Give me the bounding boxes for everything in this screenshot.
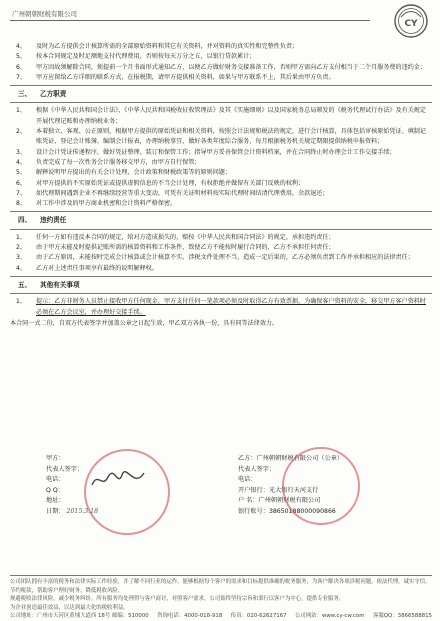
list-item bbox=[10, 127, 432, 148]
section-divider bbox=[10, 276, 432, 277]
item-text: 按本合同规定及时足额地支付代理费用，否则按每天万分之五，以银行贷款累计； bbox=[36, 53, 256, 61]
list-item bbox=[10, 253, 432, 263]
closing-statement: 本合同一式二份，自双方代表签字并加盖公章之日起生效，甲乙双方各执一份，具有同等法律效力。 bbox=[10, 319, 279, 327]
party-b-phone-row: 电话： bbox=[238, 476, 257, 484]
party-b-account-no: 38650188000090866 bbox=[268, 507, 336, 515]
list-item bbox=[10, 106, 432, 127]
section-divider bbox=[10, 102, 432, 103]
party-a-duties-list bbox=[10, 42, 432, 83]
party-b-account-name-row: 户 名：广州朝朝财税有限公司 bbox=[238, 497, 321, 505]
item-text: 及时为乙方提供会计核算所需的全部原始资料和其它有关资料，并对资料的真实性和完整性负责； bbox=[36, 43, 299, 50]
party-b-bank-row: 开户银行：光大银行天河支行 bbox=[238, 486, 319, 494]
item-number: 4、 bbox=[16, 264, 26, 272]
item-text: 解释说明甲方提出的有关会计处理、会计政策和财税政策等的原则问题； bbox=[36, 169, 231, 177]
list-item bbox=[10, 148, 432, 158]
footer-intro-3: 为企业创造最佳效益，以达到最大化的税收利益。 bbox=[10, 604, 129, 611]
liability-list bbox=[10, 233, 432, 274]
section-heading-4: 四、 违约责任 bbox=[18, 216, 67, 225]
party-b-bank: 光大银行天河支行 bbox=[268, 486, 319, 494]
item-text: 负责完成了每一次性务会计服务移交甲方，由甲方自行保管； bbox=[36, 158, 201, 166]
item-number: 3、 bbox=[16, 148, 26, 156]
party-a-date-label: 日期： 2015.3.18 bbox=[46, 507, 99, 515]
list-item bbox=[10, 42, 432, 52]
item-number: 1、 bbox=[16, 298, 26, 306]
item-number: 6、 bbox=[16, 179, 26, 187]
footer-divider bbox=[10, 575, 432, 576]
section-heading-3: 三、 乙方职责 bbox=[18, 90, 67, 99]
footer-website[interactable]: 公司网站：www.cy-cw.com bbox=[295, 613, 365, 619]
list-item bbox=[10, 63, 432, 73]
party-b-rep-row: 代表人签字： bbox=[238, 465, 276, 473]
section-heading-5: 五、 其他有关事项 bbox=[18, 280, 80, 289]
footer-fax: 传真：020-62627167 bbox=[230, 613, 287, 619]
item-text: 本着独立、客观、公正原则，根据甲方提供的原始凭证和相关资料，按照会计法规和税法的规定，进行会计核算，具体包括审核原始凭证、填制记账凭证、登记会计账簿、编制会计报表，办理纳税事宜，做好各类年度综合服务，每月根据税务机关规定期限提供纳税申报资料； bbox=[36, 128, 426, 146]
item-text: 提示：乙方非财务人员禁止接收甲方任何现金，甲方支付任何一笔款项必须及时取得乙方有效票据，为确保客户资料的安全，移交甲方客户资料时必须在乙方会议室，并办理好交接手续。 bbox=[36, 298, 426, 316]
item-text: 如代理期间遇到企业不再继续经营等重大变动，可凭有关证明材料按实际代理时间结清代理费用，余款退还； bbox=[36, 189, 329, 197]
item-number: 5、 bbox=[16, 169, 26, 177]
item-number: 8、 bbox=[16, 200, 26, 208]
item-number: 4、 bbox=[16, 43, 26, 50]
party-a-label: 甲方： bbox=[46, 455, 65, 462]
item-text: 由于甲方未能及时提供记账所需的核算资料和工作条件，致使乙方不能按时履行合同的，乙方不承担任何责任； bbox=[36, 244, 335, 252]
footer-intro-2: 规避税收法律风险，减少税务纠纷。所有服务均处理得与客户商讨，对照客户需求，公司始终坚持宗旨和秉行以客户为中心，提供专业服务， bbox=[10, 596, 345, 602]
section-divider bbox=[10, 85, 432, 86]
party-b-duties-list bbox=[10, 106, 432, 209]
other-matters-list bbox=[10, 297, 432, 318]
party-b-account-no-row: 银行账号：38650188000090866 bbox=[238, 507, 336, 515]
item-number: 1、 bbox=[16, 107, 26, 115]
list-item bbox=[10, 179, 432, 189]
party-b-name: 广州朝朝财税有限公司（公章） bbox=[256, 455, 344, 462]
header-company-name: 广州朝朝财税有限公司 bbox=[12, 10, 77, 18]
item-number: 7、 bbox=[16, 189, 26, 197]
section-divider bbox=[10, 229, 432, 230]
party-b-row: 乙方：广州朝朝财税有限公司（公章） bbox=[238, 455, 344, 462]
section-divider bbox=[10, 293, 432, 294]
item-number: 4、 bbox=[16, 158, 26, 166]
handwritten-date: 2015.3.18 bbox=[66, 507, 99, 515]
item-number: 3、 bbox=[16, 254, 26, 262]
party-a-qq-label: Q Q： bbox=[46, 486, 64, 494]
list-item bbox=[10, 233, 432, 243]
header-divider bbox=[10, 20, 370, 21]
list-item bbox=[10, 264, 432, 274]
item-text: 由于乙方原因，未能按时完成会计核算或会计核算不实、涉税文件处理不当，造成一定后果的，乙方必须负责到工作并承担相应的法律责任； bbox=[36, 254, 414, 262]
item-number: 5、 bbox=[16, 53, 26, 61]
party-a-phone-label: 电话： bbox=[46, 476, 65, 484]
item-text: 甲方因故须解除合同，须提前一个月书面形式通知乙方，以便乙方做好财务交接准备工作，否则甲方需向乙方支付相当于二个月服务费的违约金； bbox=[36, 63, 426, 71]
list-item bbox=[10, 189, 432, 199]
item-text: 甲方应留给乙方详细的联系方式，在报税期，请甲方提供相关资料，如果与甲方联系不上，其后果由甲方负责。 bbox=[36, 73, 335, 81]
item-text: 对工作中涉及的甲方商业机密和会计资料严格保密。 bbox=[36, 200, 177, 208]
party-b-seal bbox=[282, 447, 360, 525]
item-number: 6、 bbox=[16, 63, 26, 71]
list-item bbox=[10, 158, 432, 168]
list-item bbox=[10, 297, 432, 318]
footer-qq: 客服QQ：3866588815 bbox=[373, 613, 432, 619]
item-text: 设计会计凭证传递程序，做好凭证整理、装订和保管工作；指导甲方妥善保管会计资料档案，并在合同终止时办理会计工作交接手续； bbox=[36, 148, 396, 156]
list-item bbox=[10, 73, 432, 83]
footer-contacts bbox=[10, 612, 432, 621]
list-item bbox=[10, 168, 432, 178]
party-b-account-name: 广州朝朝财税有限公司 bbox=[258, 497, 321, 505]
list-item bbox=[10, 52, 432, 62]
party-a-address-label: 地址： bbox=[46, 497, 65, 505]
item-text: 对甲方提供的不实原始凭证或提供虚假信息的不当会计处理，有权拒绝并做留有关部门反映的权利； bbox=[36, 179, 305, 187]
list-item bbox=[10, 199, 432, 209]
footer-address: 公司地址：广州市天河区黄埔大道西 18号 邮编：510000 bbox=[10, 613, 149, 619]
item-number: 2、 bbox=[16, 244, 26, 252]
footer-phone: 咨询电话：4000-018-918 bbox=[157, 613, 223, 619]
list-item bbox=[10, 243, 432, 253]
item-number: 1、 bbox=[16, 233, 26, 241]
item-text: 任何一方如有违反本合同的规定，给对方造成损失的，赔按《中华人民共和国合同法》的规定，承担违约责任； bbox=[36, 233, 335, 241]
footer-intro-1: 公司团队拥有丰富的税务和法律实际工作经验，并了解不同行业的运作，能够根据每个客户的需求和目标提供准确的税务服务，为客户解决各项涉税问题。依法代理，诚实守信，节约税款，帮助客户理好财务，降低税收风险， bbox=[10, 579, 431, 594]
item-text: 乙方对上述责任事项享有最终的说明解释权。 bbox=[36, 264, 158, 272]
item-number: 2、 bbox=[16, 128, 26, 136]
handwritten-signature bbox=[90, 467, 146, 493]
section-divider bbox=[10, 211, 432, 212]
company-logo-icon bbox=[392, 2, 430, 40]
logo-text: CY bbox=[404, 19, 418, 29]
item-text: 根据《中华人民共和国会计法》、《中华人民共和国税收征收管理法》及其《实施细则》以及国家税务总局颁发的《税务代理试行办法》及有关规定开展代理记账和办理纳税业务； bbox=[36, 107, 426, 125]
item-number: 7、 bbox=[16, 73, 26, 81]
contract-body bbox=[10, 42, 432, 329]
party-a-rep-label: 代表人签字： bbox=[46, 465, 84, 473]
